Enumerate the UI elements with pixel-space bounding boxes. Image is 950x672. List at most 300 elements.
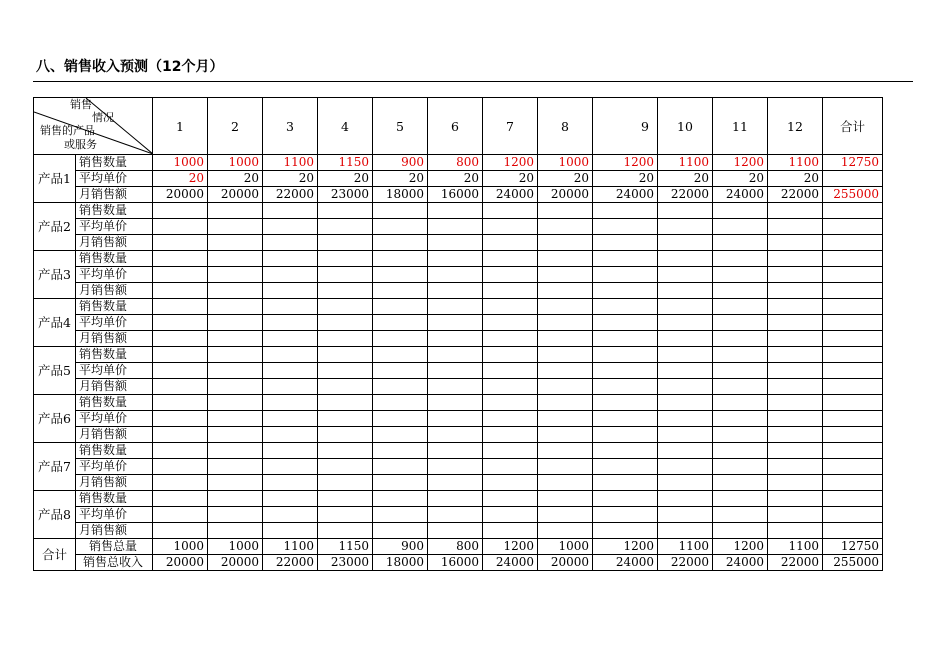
data-cell	[593, 331, 658, 347]
data-cell	[538, 379, 593, 395]
data-cell	[208, 379, 263, 395]
data-cell	[318, 443, 373, 459]
data-cell	[483, 267, 538, 283]
data-cell: 1000	[153, 155, 208, 171]
data-cell	[713, 203, 768, 219]
data-cell	[208, 283, 263, 299]
data-cell	[483, 203, 538, 219]
totals-cell: 1100	[768, 539, 823, 555]
table-row	[34, 315, 883, 331]
data-cell	[263, 203, 318, 219]
data-cell: 24000	[593, 187, 658, 203]
data-cell	[483, 299, 538, 315]
data-cell	[428, 331, 483, 347]
data-cell	[483, 395, 538, 411]
data-cell	[768, 507, 823, 523]
data-cell	[263, 267, 318, 283]
data-cell	[593, 507, 658, 523]
total-cell	[823, 267, 883, 283]
total-cell	[823, 475, 883, 491]
data-cell	[428, 363, 483, 379]
totals-name: 合计	[34, 539, 76, 571]
data-cell	[593, 491, 658, 507]
product-name: 产品2	[34, 203, 76, 251]
data-cell	[538, 219, 593, 235]
data-cell	[208, 491, 263, 507]
total-cell	[823, 283, 883, 299]
data-cell	[713, 475, 768, 491]
data-cell	[428, 267, 483, 283]
table-row	[34, 331, 883, 347]
data-cell	[263, 219, 318, 235]
data-cell	[593, 203, 658, 219]
data-cell	[153, 411, 208, 427]
data-cell	[483, 443, 538, 459]
totals-cell: 16000	[428, 555, 483, 571]
data-cell	[208, 331, 263, 347]
data-cell	[538, 315, 593, 331]
data-cell	[153, 203, 208, 219]
data-cell	[658, 363, 713, 379]
data-cell	[318, 235, 373, 251]
data-cell: 20	[153, 171, 208, 187]
row-label-price: 平均单价	[76, 507, 153, 523]
table-row	[34, 219, 883, 235]
data-cell	[263, 507, 318, 523]
data-cell	[153, 507, 208, 523]
data-cell	[713, 427, 768, 443]
month-header-5: 5	[373, 98, 428, 155]
row-label-qty: 销售数量	[76, 203, 153, 219]
table-row	[34, 395, 883, 411]
data-cell	[483, 283, 538, 299]
row-label-rev: 月销售额	[76, 379, 153, 395]
data-cell	[153, 395, 208, 411]
data-cell: 22000	[768, 187, 823, 203]
data-cell	[318, 363, 373, 379]
table-row	[34, 427, 883, 443]
data-cell: 1200	[713, 155, 768, 171]
total-cell	[823, 347, 883, 363]
data-cell	[713, 235, 768, 251]
data-cell	[318, 411, 373, 427]
data-cell: 1100	[658, 155, 713, 171]
data-cell	[153, 251, 208, 267]
data-cell	[538, 507, 593, 523]
data-cell	[768, 427, 823, 443]
data-cell	[658, 427, 713, 443]
data-cell	[208, 219, 263, 235]
data-cell	[263, 491, 318, 507]
data-cell	[713, 411, 768, 427]
data-cell: 20	[263, 171, 318, 187]
data-cell	[483, 331, 538, 347]
totals-cell: 800	[428, 539, 483, 555]
data-cell	[153, 379, 208, 395]
data-cell: 1200	[483, 155, 538, 171]
table-row	[34, 363, 883, 379]
table-row	[34, 411, 883, 427]
data-cell	[483, 379, 538, 395]
row-label-rev: 月销售额	[76, 187, 153, 203]
row-label-rev: 月销售额	[76, 475, 153, 491]
title-underline	[33, 81, 913, 82]
data-cell	[713, 507, 768, 523]
data-cell	[768, 523, 823, 539]
product-name: 产品6	[34, 395, 76, 443]
data-cell	[538, 235, 593, 251]
month-header-9: 9	[593, 98, 658, 155]
data-cell	[593, 315, 658, 331]
data-cell: 1000	[538, 155, 593, 171]
table-row	[34, 267, 883, 283]
data-cell	[208, 395, 263, 411]
total-cell	[823, 171, 883, 187]
table-row	[34, 347, 883, 363]
total-cell	[823, 219, 883, 235]
data-cell: 20	[538, 171, 593, 187]
data-cell	[318, 315, 373, 331]
total-cell	[823, 331, 883, 347]
data-cell: 20000	[538, 187, 593, 203]
totals-row	[34, 555, 883, 571]
header-row	[34, 98, 883, 155]
data-cell	[713, 395, 768, 411]
month-header-2: 2	[208, 98, 263, 155]
month-header-6: 6	[428, 98, 483, 155]
data-cell	[318, 203, 373, 219]
total-cell: 12750	[823, 155, 883, 171]
data-cell: 20	[768, 171, 823, 187]
data-cell	[318, 523, 373, 539]
data-cell	[208, 203, 263, 219]
data-cell: 20	[208, 171, 263, 187]
corner-label-product: 销售的产品	[40, 124, 95, 137]
data-cell	[768, 395, 823, 411]
row-label-qty: 销售数量	[76, 491, 153, 507]
row-label-rev: 月销售额	[76, 427, 153, 443]
data-cell	[713, 315, 768, 331]
totals-label-rev: 销售总收入	[76, 555, 153, 571]
total-cell	[823, 459, 883, 475]
data-cell	[373, 267, 428, 283]
table-row	[34, 187, 883, 203]
data-cell	[713, 459, 768, 475]
data-cell	[658, 235, 713, 251]
data-cell	[428, 411, 483, 427]
data-cell	[768, 491, 823, 507]
data-cell	[428, 507, 483, 523]
data-cell: 18000	[373, 187, 428, 203]
table-row	[34, 283, 883, 299]
table-row	[34, 523, 883, 539]
data-cell	[208, 443, 263, 459]
data-cell	[373, 379, 428, 395]
data-cell	[658, 331, 713, 347]
grand-total-cell: 255000	[823, 555, 883, 571]
data-cell	[428, 491, 483, 507]
data-cell	[428, 203, 483, 219]
data-cell	[658, 267, 713, 283]
data-cell	[768, 411, 823, 427]
row-label-price: 平均单价	[76, 219, 153, 235]
data-cell	[318, 491, 373, 507]
row-label-rev: 月销售额	[76, 523, 153, 539]
total-cell	[823, 395, 883, 411]
totals-cell: 23000	[318, 555, 373, 571]
totals-cell: 24000	[483, 555, 538, 571]
data-cell	[153, 491, 208, 507]
data-cell	[538, 331, 593, 347]
data-cell	[538, 411, 593, 427]
data-cell	[593, 523, 658, 539]
data-cell	[373, 219, 428, 235]
total-cell	[823, 523, 883, 539]
total-cell	[823, 299, 883, 315]
data-cell	[373, 299, 428, 315]
row-label-price: 平均单价	[76, 363, 153, 379]
data-cell	[373, 283, 428, 299]
data-cell	[373, 363, 428, 379]
table-row	[34, 379, 883, 395]
total-cell	[823, 507, 883, 523]
data-cell: 1150	[318, 155, 373, 171]
totals-cell: 1100	[263, 539, 318, 555]
data-cell	[208, 267, 263, 283]
data-cell	[483, 411, 538, 427]
data-cell	[768, 235, 823, 251]
data-cell	[538, 523, 593, 539]
table-row	[34, 251, 883, 267]
data-cell: 20	[483, 171, 538, 187]
data-cell	[153, 235, 208, 251]
data-cell	[373, 251, 428, 267]
data-cell	[153, 347, 208, 363]
total-cell	[823, 379, 883, 395]
data-cell	[373, 443, 428, 459]
data-cell	[263, 379, 318, 395]
data-cell	[658, 507, 713, 523]
total-cell	[823, 251, 883, 267]
row-label-qty: 销售数量	[76, 155, 153, 171]
data-cell	[538, 267, 593, 283]
data-cell	[153, 331, 208, 347]
data-cell	[593, 299, 658, 315]
data-cell	[263, 411, 318, 427]
data-cell	[373, 475, 428, 491]
corner-label-sales: 销售	[70, 98, 92, 111]
data-cell	[153, 459, 208, 475]
data-cell	[483, 347, 538, 363]
total-cell	[823, 315, 883, 331]
totals-cell: 24000	[713, 555, 768, 571]
data-cell	[373, 507, 428, 523]
data-cell	[713, 443, 768, 459]
data-cell	[428, 315, 483, 331]
data-cell	[538, 347, 593, 363]
totals-cell: 1200	[483, 539, 538, 555]
data-cell	[428, 459, 483, 475]
data-cell	[658, 315, 713, 331]
data-cell	[593, 347, 658, 363]
totals-cell: 22000	[263, 555, 318, 571]
data-cell	[768, 363, 823, 379]
totals-cell: 1200	[713, 539, 768, 555]
data-cell	[658, 411, 713, 427]
data-cell	[538, 443, 593, 459]
data-cell	[208, 507, 263, 523]
data-cell	[483, 363, 538, 379]
data-cell	[428, 443, 483, 459]
data-cell	[208, 299, 263, 315]
data-cell	[318, 283, 373, 299]
page-title: 八、销售收入预测（12个月）	[36, 59, 224, 75]
data-cell	[318, 299, 373, 315]
data-cell	[208, 427, 263, 443]
data-cell	[713, 347, 768, 363]
data-cell	[373, 315, 428, 331]
data-cell	[208, 475, 263, 491]
data-cell	[318, 427, 373, 443]
data-cell	[318, 379, 373, 395]
data-cell	[768, 219, 823, 235]
row-label-qty: 销售数量	[76, 395, 153, 411]
data-cell	[373, 347, 428, 363]
total-cell	[823, 411, 883, 427]
data-cell	[538, 427, 593, 443]
data-cell	[768, 379, 823, 395]
month-header-11: 11	[713, 98, 768, 155]
data-cell	[318, 507, 373, 523]
data-cell	[768, 443, 823, 459]
data-cell	[658, 251, 713, 267]
data-cell	[593, 251, 658, 267]
data-cell: 800	[428, 155, 483, 171]
data-cell	[318, 219, 373, 235]
data-cell: 22000	[658, 187, 713, 203]
row-label-rev: 月销售额	[76, 331, 153, 347]
total-cell	[823, 491, 883, 507]
data-cell	[658, 523, 713, 539]
table-row	[34, 491, 883, 507]
data-cell	[713, 251, 768, 267]
data-cell	[483, 459, 538, 475]
row-label-price: 平均单价	[76, 171, 153, 187]
product-name: 产品8	[34, 491, 76, 539]
data-cell	[263, 299, 318, 315]
data-cell	[263, 395, 318, 411]
table-row	[34, 155, 883, 171]
data-cell	[153, 427, 208, 443]
row-label-qty: 销售数量	[76, 347, 153, 363]
data-cell	[658, 299, 713, 315]
totals-cell: 900	[373, 539, 428, 555]
data-cell	[428, 347, 483, 363]
data-cell	[713, 379, 768, 395]
month-header-1: 1	[153, 98, 208, 155]
row-label-price: 平均单价	[76, 267, 153, 283]
data-cell	[593, 459, 658, 475]
data-cell	[713, 331, 768, 347]
data-cell	[658, 395, 713, 411]
data-cell	[538, 283, 593, 299]
data-cell	[208, 363, 263, 379]
data-cell	[483, 491, 538, 507]
data-cell: 900	[373, 155, 428, 171]
totals-cell: 1200	[593, 539, 658, 555]
data-cell	[658, 347, 713, 363]
data-cell	[263, 251, 318, 267]
data-cell	[208, 251, 263, 267]
data-cell	[593, 363, 658, 379]
data-cell	[538, 475, 593, 491]
grand-total-cell: 12750	[823, 539, 883, 555]
data-cell	[658, 219, 713, 235]
table-row	[34, 299, 883, 315]
totals-cell: 1000	[538, 539, 593, 555]
data-cell	[768, 347, 823, 363]
data-cell	[263, 427, 318, 443]
data-cell	[768, 315, 823, 331]
totals-cell: 1100	[658, 539, 713, 555]
data-cell	[483, 523, 538, 539]
data-cell	[153, 283, 208, 299]
row-label-price: 平均单价	[76, 411, 153, 427]
data-cell	[318, 267, 373, 283]
month-header-3: 3	[263, 98, 318, 155]
data-cell	[428, 283, 483, 299]
data-cell	[428, 427, 483, 443]
data-cell	[538, 459, 593, 475]
data-cell: 20000	[208, 187, 263, 203]
data-cell	[318, 331, 373, 347]
data-cell	[208, 315, 263, 331]
data-cell	[318, 459, 373, 475]
data-cell	[373, 203, 428, 219]
data-cell	[768, 331, 823, 347]
data-cell	[153, 219, 208, 235]
data-cell	[713, 299, 768, 315]
data-cell	[318, 251, 373, 267]
totals-label-qty: 销售总量	[76, 539, 153, 555]
row-label-qty: 销售数量	[76, 299, 153, 315]
data-cell: 23000	[318, 187, 373, 203]
month-header-7: 7	[483, 98, 538, 155]
data-cell	[593, 235, 658, 251]
total-cell	[823, 235, 883, 251]
data-cell	[208, 347, 263, 363]
data-cell: 16000	[428, 187, 483, 203]
data-cell	[318, 347, 373, 363]
data-cell	[483, 475, 538, 491]
data-cell	[713, 267, 768, 283]
data-cell	[658, 379, 713, 395]
data-cell	[593, 379, 658, 395]
row-label-price: 平均单价	[76, 459, 153, 475]
data-cell	[318, 395, 373, 411]
data-cell	[373, 235, 428, 251]
data-cell	[263, 347, 318, 363]
row-label-qty: 销售数量	[76, 443, 153, 459]
table-row	[34, 203, 883, 219]
data-cell	[593, 443, 658, 459]
data-cell	[373, 395, 428, 411]
corner-label-service: 或服务	[64, 138, 97, 151]
totals-cell: 20000	[153, 555, 208, 571]
row-label-qty: 销售数量	[76, 251, 153, 267]
row-label-rev: 月销售额	[76, 283, 153, 299]
data-cell: 20	[373, 171, 428, 187]
